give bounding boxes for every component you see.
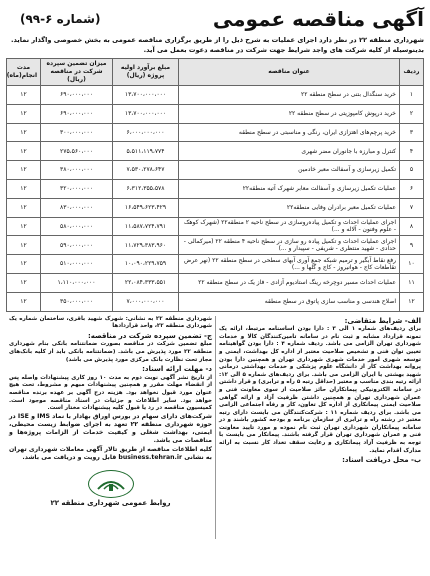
table-row — [7, 273, 424, 292]
row-deposit: ۵۱۰،۰۰۰،۰۰۰ — [41, 255, 113, 274]
table-row — [7, 86, 424, 105]
stock-exchange-note: شرکت‌های دارای سهام در بورس اوراق بهادار با نماد IMS و ISE در حوزه شهرداری منطقه ۲۲ تعهد به اجرای ضوابط زیست محیطی، ایمنی، بهداشت شغلی و کیفیت خدمات از الزامات پروژه‌ها و مناقصات می باشد. — [9, 412, 213, 445]
row-budget: ۱۳،۷۰۰،۰۰۰،۰۰۰ — [113, 86, 179, 105]
row-duration: ۱۲ — [7, 198, 41, 217]
row-budget: ۲۲،۰۸۴،۳۳۳،۵۵۱ — [113, 273, 179, 292]
row-number: ۱ — [400, 86, 424, 105]
info-column — [6, 316, 215, 539]
row-duration: ۱۲ — [7, 179, 41, 198]
notice-details — [6, 316, 424, 539]
row-deposit: ۳۸۰،۰۰۰،۰۰۰ — [41, 161, 113, 180]
row-deposit: ۳۲۰،۰۰۰،۰۰۰ — [41, 179, 113, 198]
notice-number: (شماره ۶-۹۹) — [20, 12, 101, 26]
row-duration: ۱۲ — [7, 104, 41, 123]
row-number: ۳ — [400, 123, 424, 142]
table-row — [7, 292, 424, 311]
row-duration: ۱۲ — [7, 273, 41, 292]
row-duration: ۱۲ — [7, 123, 41, 142]
table-row — [7, 255, 424, 274]
deadline-text: از تاریخ نشر آگهی نوبت دوم به مدت ۱۰ روز کاری پیشنهادات واصله پس از انقضاء مهلت مقرر و همچنین پیشنهادات مبهم و مشروط، تحت هیچ عنوان مورد قبول نخواهد بود. هزینه درج آگهی بر عهده برنده مناقصه خواهد بود. سایر اطلاعات و جزئیات در اسناد مناقصه موجود است. کمیسیون مناقصه در رد یا قبول کلیه پیشنهادات مختار است. — [9, 374, 213, 412]
tender-table — [6, 58, 424, 312]
table-row — [7, 123, 424, 142]
deadline-title: د- مهلت ارائه اسناد: — [142, 365, 212, 374]
row-deposit: ۵۸۰،۰۰۰،۰۰۰ — [41, 217, 113, 236]
row-number: ۱۰ — [400, 255, 424, 274]
row-deposit: ۶۹۰،۰۰۰،۰۰۰ — [41, 86, 113, 105]
row-number: ۹ — [400, 236, 424, 255]
col-header-budget: مبلغ برآورد اولیه پروژه (ریال) — [113, 59, 179, 86]
table-row — [7, 179, 424, 198]
row-duration: ۱۲ — [7, 292, 41, 311]
row-number: ۱۱ — [400, 273, 424, 292]
row-deposit: ۳۰۰،۰۰۰،۰۰۰ — [41, 123, 113, 142]
notice-header — [6, 4, 424, 34]
row-number: ۵ — [400, 161, 424, 180]
table-header-row — [7, 59, 424, 86]
row-duration: ۱۲ — [7, 142, 41, 161]
row-deposit: ۸۳۰،۰۰۰،۰۰۰ — [41, 198, 113, 217]
municipality-logo-icon — [88, 470, 134, 498]
row-title: عملیات تکمیل زیرسازی و آسفالت معابر شهرک آتیه منطقه۲۲ — [179, 179, 400, 198]
row-number: ۶ — [400, 179, 424, 198]
row-budget: ۱۰،۰۹۰،۲۲۹،۷۵۹ — [113, 255, 179, 274]
col-header-duration: مدت انجام(ماه) — [7, 59, 41, 86]
table-body — [7, 86, 424, 312]
documents-location-title: ب- محل دریافت اسناد: — [342, 456, 421, 465]
row-title: خرید پرچم‌های اهتزازی ایران، رنگی و مناسبتی در سطح منطقه — [179, 123, 400, 142]
row-budget: ۵،۵۱۱،۱۱۹،۷۷۴ — [113, 142, 179, 161]
row-duration: ۱۲ — [7, 255, 41, 274]
table-row — [7, 198, 424, 217]
organization-name: روابط عمومی شهرداری منطقه ۲۲ — [50, 498, 171, 507]
deposit-title: ج- تضمین سپرده شرکت در مناقصه: — [87, 331, 212, 340]
row-budget: ۱۳،۷۰۰،۰۰۰،۰۰۰ — [113, 104, 179, 123]
row-title: خرید سنگدال بتنی در سطح منطقه ۲۲ — [179, 86, 400, 105]
row-title: اصلاح هندسی و مناسب سازی پاتوق در سطح منطقه — [179, 292, 400, 311]
conditions-title: الف- شرایط متقاضی: — [344, 316, 421, 325]
website-note: کلیه اطلاعات مناقصه از طریق تالار آگهی معاملات شهرداری تهران به نشانی business.tehran.ir قابل رویت و دریافت می باشد. — [9, 445, 212, 461]
row-budget: ۷،۰۰۰،۰۰۰،۰۰۰ — [113, 292, 179, 311]
row-number: ۱۲ — [400, 292, 424, 311]
row-duration: ۱۲ — [7, 86, 41, 105]
row-title: عملیات تکمیل معبر برادران وفایی منطقه۲۲ — [179, 198, 400, 217]
row-duration: ۱۲ — [7, 161, 41, 180]
row-budget: ۷،۵۳۰،۲۷۸،۶۴۷ — [113, 161, 179, 180]
row-title: تکمیل زیرسازی و آسفالت معبر خادمین — [179, 161, 400, 180]
row-budget: ۶،۰۰۰،۰۰۰،۰۰۰ — [113, 123, 179, 142]
deposit-text: مبلغ تضمین شرکت در مناقصه بصورت ضمانتنامه بانکی بنام شهرداری منطقه ۲۲ مورد پذیرش می باشد. (ضمانتنامه بانکی باید از کلیه بانک‌های مجاز تحت نظارت بانک مرکزی مورد پذیرش می باشد) — [9, 341, 213, 363]
table-row — [7, 236, 424, 255]
row-budget: ۱۱،۷۲۹،۳۸۳،۹۶۰ — [113, 236, 179, 255]
row-number: ۲ — [400, 104, 424, 123]
row-deposit: ۲۷۵،۵۶۰،۰۰۰ — [41, 142, 113, 161]
row-deposit: ۶۹۰،۰۰۰،۰۰۰ — [41, 104, 113, 123]
row-title: رفع نقاط آبگیر و ترمیم شبکه جمع آوری آبهای سطحی در سطح منطقه ۲۲ (نهر عرض تقاطعات کاج - هوانیروز - کاج و گلها و ...) — [179, 255, 400, 274]
row-budget: ۱۶،۵۴۹،۶۲۳،۴۲۹ — [113, 198, 179, 217]
table-row — [7, 161, 424, 180]
row-title: عملیات احداث مسیر دوچرخه رینگ استادیوم آزادی - فاز یک در سطح منطقه ۲۲ — [179, 273, 400, 292]
row-deposit: ۱،۱۱۰،۰۰۰،۰۰۰ — [41, 273, 113, 292]
row-duration: ۱۲ — [7, 236, 41, 255]
table-row — [7, 142, 424, 161]
table-row — [7, 104, 424, 123]
row-number: ۴ — [400, 142, 424, 161]
conditions-column — [215, 316, 424, 539]
row-number: ۸ — [400, 217, 424, 236]
row-title: اجرای عملیات احداث و تکمیل پیاده رو سازی در سطح ناحیه ۴ منطقه ۲۲ (میرکمالی - حدادی - شهید منتظری - شریفی - سپیدار و ...) — [179, 236, 400, 255]
col-header-row: ردیف — [400, 59, 424, 86]
row-budget: ۶،۳۱۲،۳۵۵،۵۷۸ — [113, 179, 179, 198]
table-row — [7, 217, 424, 236]
col-header-title: عنوان مناقصه — [179, 59, 400, 86]
address-text: شهرداری منطقه ۲۲ به نشانی: شهرک شهید باقری، ساختمان شماره یک شهرداری منطقه ۲۲، واحد قراردادها — [9, 315, 212, 330]
row-deposit: ۵۹۰،۰۰۰،۰۰۰ — [41, 236, 113, 255]
row-title: کنترل و مبارزه با جانوران مضر شهری — [179, 142, 400, 161]
row-title: اجرای عملیات احداث و تکمیل پیاده‌روسازی در سطح ناحیه ۲ منطقه۲۲ (شهرک کوهک - علوم وفنون - آلاله و ...) — [179, 217, 400, 236]
row-deposit: ۳۵۰،۰۰۰،۰۰۰ — [41, 292, 113, 311]
row-budget: ۱۱،۵۸۷،۷۲۴،۷۹۱ — [113, 217, 179, 236]
row-number: ۷ — [400, 198, 424, 217]
row-title: خرید درپوش کامپوزیتی در سطح منطقه ۲۲ — [179, 104, 400, 123]
intro-text: شهرداری منطقه ۲۲ در نظر دارد اجرای عملیات به شرح ذیل را از طریق برگزاری مناقصه عمومی به بخش خصوصی واگذار نماید. بدینوسیله از کلیه شرکت های واجد شرایط جهت شرکت در مناقصه دعوت بعمل می آید. — [10, 36, 424, 54]
row-duration: ۱۲ — [7, 217, 41, 236]
notice-title: آگهی مناقصه عمومی — [212, 7, 424, 31]
conditions-text: برای ردیف‌های شماره ۱ الی ۳ : دارا بودن اساسنامه مرتبط، ارائه یک نمونه قرارداد مشابه و ثبت نام در سامانه تامین‌کنندگان کالا و خدمات شهرداری تهران الزامی می باشد. ردیف شماره ۴ : دارا بودن گواهینامه تعیین توان فنی و تشخیص صلاحیت معتبر از اداره کل بهداشت، ایمنی و توسعه شهری امور خدمات شهری شهرداری تهران و همچنین دارا بودن پروانه بهداشت کار از دانشگاه علوم پزشکی و خدمات بهداشتی درمانی شهید بهشتی یا ایران الزامی می باشد. برای ردیف‌های شماره ۵ الی ۱۲: ارائه رتبه بندی مناسب و معتبر (حداقل رتبه ۵ راه و ترابری) و قرار داشتن در سامانه الکترونیکی پیمانکاران حائز صلاحیت از سوی معاونت فنی و عمران شهرداری تهران و همچنین داشتن ظرفیت آزاد و ارائه گواهی صلاحیت ایمنی پیمانکاری از اداره کل تعاون، کار و رفاه اجتماعی الزامی می باشد. برای ردیف شماره ۱۱ : شرکت‌کنندگان می بایست دارای رتبه معتبر در رشته راه و ترابری از سازمان برنامه و بودجه کشور باشند و در سامانه پیمانکاران شهرداری تهران ثبت نام نموده و مورد تایید معاونت فنی و عمران شهرداری تهران قرار گرفته باشند. پیمانکار می بایست با توجه به ظرفیت آزاد پیمانکاری و رعایت سقف تعداد کار نسبت به ارائه مدارک اقدام نماید. — [219, 326, 421, 454]
col-header-deposit: میزان تضمین سپرده شرکت در مناقصه (ریال) — [41, 59, 113, 86]
